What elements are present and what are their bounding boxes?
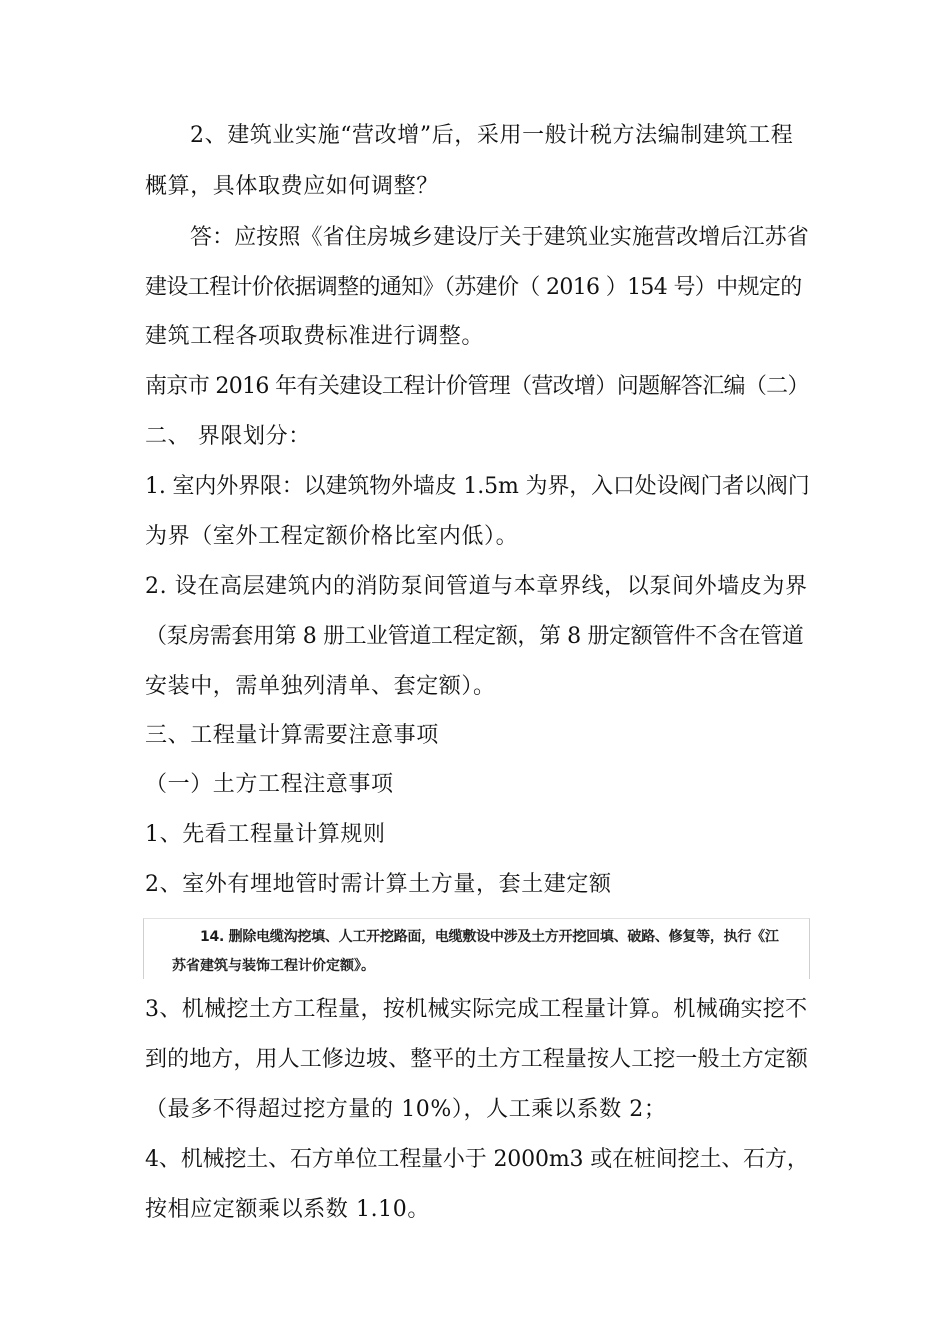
list-item: 1、先看工程量计算规则 bbox=[145, 822, 386, 847]
list-item: 2、室外有埋地管时需计算土方量，套土建定额 bbox=[145, 872, 612, 897]
excerpt-line: 苏省建筑与装饰工程计价定额》。 bbox=[172, 958, 375, 974]
paragraph-line: 建筑工程各项取费标准进行调整。 bbox=[145, 324, 485, 349]
list-item: 4、机械挖土、石方单位工程量小于 2000m3 或在桩间挖土、石方， bbox=[145, 1147, 809, 1172]
list-item: 1. 室内外界限：以建筑物外墙皮 1.5m 为界，入口处设阀门者以阀门 bbox=[145, 474, 810, 499]
paragraph-line: 按相应定额乘以系数 1.10。 bbox=[145, 1197, 430, 1222]
paragraph-line: 为界（室外工程定额价格比室内低）。 bbox=[145, 524, 519, 549]
paragraph-line: 答：应按照《省住房城乡建设厅关于建筑业实施营改增后江苏省 bbox=[190, 225, 809, 250]
paragraph-line: 建设工程计价依据调整的通知》（苏建价（ 2016 ）154 号）中规定的 bbox=[145, 275, 802, 300]
subsection-heading: （一）土方工程注意事项 bbox=[145, 772, 394, 797]
section-heading: 三、工程量计算需要注意事项 bbox=[145, 723, 439, 748]
excerpt-line: 14. 删除电缆沟挖填、人工开挖路面，电缆敷设中涉及土方开挖回填、破路、修复等，执行《江 bbox=[200, 929, 779, 945]
section-heading: 南京市 2016 年有关建设工程计价管理（营改增）问题解答汇编（二） bbox=[145, 374, 809, 399]
section-heading: 二、 界限划分： bbox=[145, 424, 311, 449]
paragraph-line: （最多不得超过挖方量的 10%），人工乘以系数 2； bbox=[145, 1097, 667, 1122]
paragraph-line: 2、建筑业实施“营改增”后，采用一般计税方法编制建筑工程 bbox=[190, 123, 794, 148]
paragraph-line: 到的地方，用人工修边坡、整平的土方工程量按人工挖一般土方定额 bbox=[145, 1047, 809, 1072]
list-item: 3、机械挖土方工程量，按机械实际完成工程量计算。机械确实挖不 bbox=[145, 997, 808, 1022]
paragraph-line: （泵房需套用第 8 册工业管道工程定额，第 8 册定额管件不含在管道 bbox=[145, 624, 804, 649]
list-item: 2. 设在高层建筑内的消防泵间管道与本章界线，以泵间外墙皮为界 bbox=[145, 574, 808, 599]
paragraph-line: 概算，具体取费应如何调整？ bbox=[145, 174, 439, 199]
paragraph-line: 安装中，需单独列清单、套定额）。 bbox=[145, 674, 496, 699]
embedded-excerpt-image bbox=[143, 918, 810, 979]
